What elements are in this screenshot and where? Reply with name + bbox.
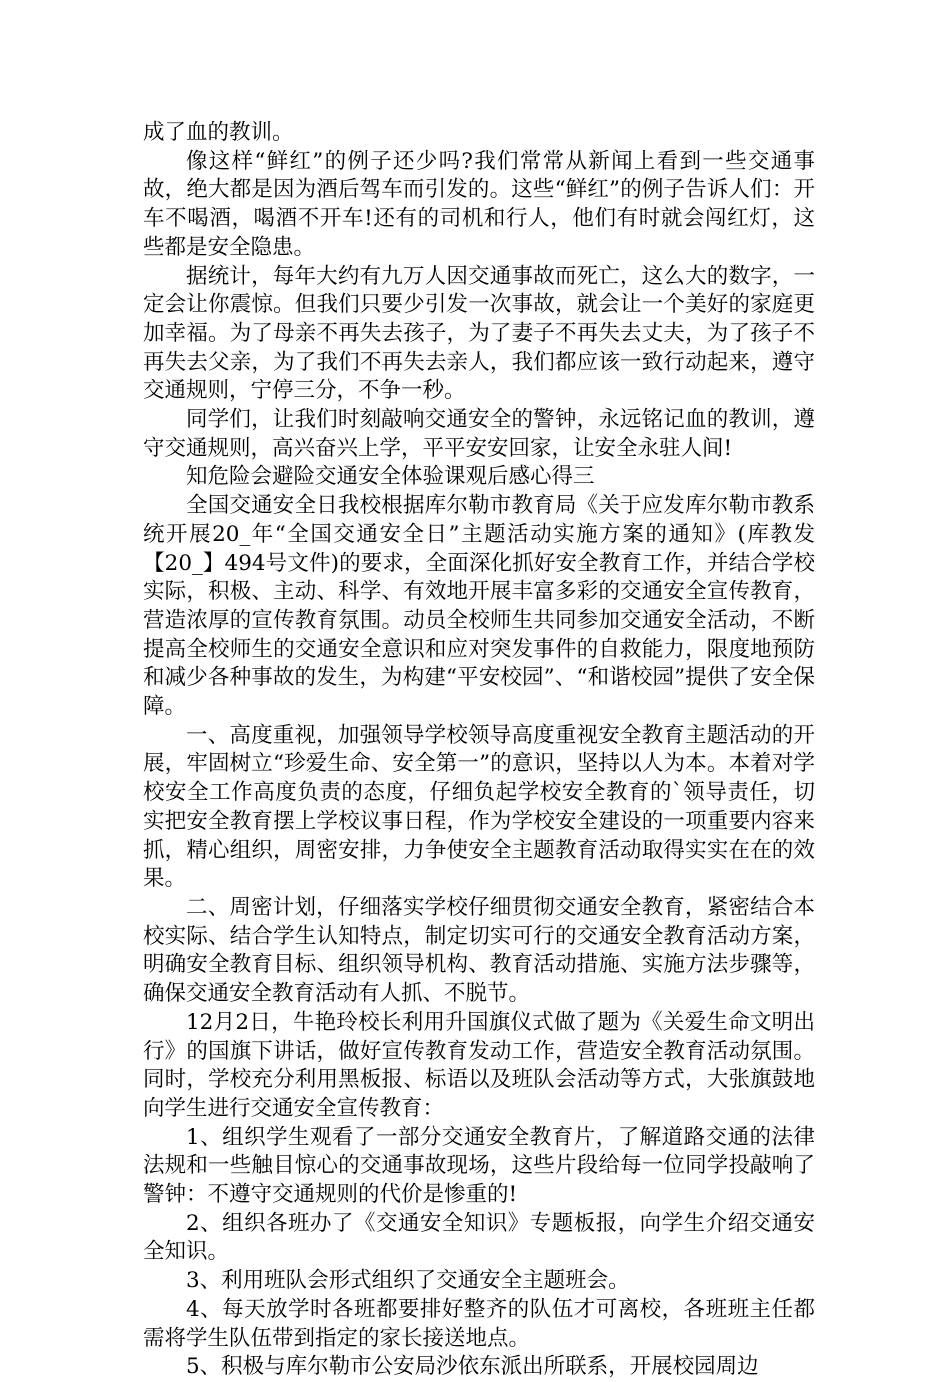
paragraph: 5、积极与库尔勒市公安局沙依东派出所联系，开展校园周边	[186, 1354, 759, 1380]
paragraph: 像这样“鲜红”的例子还少吗?我们常常从新闻上看到一些交通事故，绝大都是因为酒后驾车而引发的。这些“鲜红”的例子告诉人们：开车不喝酒，喝酒不开车!还有的司机和行人，他们有时就会闯红灯，这些都是安全隐患。	[143, 148, 815, 260]
paragraph: 4、每天放学时各班都要排好整齐的队伍才可离校，各班班主任都需将学生队伍带到指定的家长接送地点。	[143, 1296, 815, 1351]
paragraph: 3、利用班队会形式组织了交通安全主题班会。	[186, 1268, 630, 1294]
paragraph: 12月2日，牛艳玲校长利用升国旗仪式做了题为《关爱生命文明出行》的国旗下讲话，做好宣传教育发动工作，营造安全教育活动氛围。同时，学校充分利用黑板报、标语以及班队会活动等方式，大张旗鼓地向学生进行交通安全宣传教育：	[143, 1009, 815, 1121]
paragraph: 一、高度重视，加强领导学校领导高度重视安全教育主题活动的开展，牢固树立“珍爱生命、安全第一”的意识，坚持以人为本。本着对学校安全工作高度负责的态度，仔细负起学校安全教育的`领导责任，切实把安全教育摆上学校议事日程，作为学校安全建设的一项重要内容来抓，精心组织，周密安排，力争使安全主题教育活动取得实实在在的效果。	[143, 722, 815, 892]
paragraph: 二、周密计划，仔细落实学校仔细贯彻交通安全教育，紧密结合本校实际、结合学生认知特点，制定切实可行的交通安全教育活动方案，明确安全教育目标、组织领导机构、教育活动措施、实施方法步骤等，确保交通安全教育活动有人抓、不脱节。	[143, 894, 815, 1007]
paragraph: 据统计，每年大约有九万人因交通事故而死亡，这么大的数字，一定会让你震惊。但我们只要少引发一次事故，就会让一个美好的家庭更加幸福。为了母亲不再失去孩子，为了妻子不再失去丈夫，为了孩子不再失去父亲，为了我们不再失去亲人，我们都应该一致行动起来，遵守交通规则，宁停三分，不争一秒。	[143, 263, 815, 404]
paragraph: 全国交通安全日我校根据库尔勒市教育局《关于应发库尔勒市教系统开展20_年“全国交通安全日”主题活动实施方案的通知》(库教发【20_】494号文件)的要求，全面深化抓好安全教育工作，并结合学校实际，积极、主动、科学、有效地开展丰富多彩的交通安全宣传教育，营造浓厚的宣传教育氛围。动员全校师生共同参加交通安全活动，不断提高全校师生的交通安全意识和应对突发事件的自救能力，限度地预防和减少各种事故的发生，为构建“平安校园”、“和谐校园”提供了安全保障。	[143, 493, 815, 720]
paragraph: 2、组织各班办了《交通安全知识》专题板报，向学生介绍交通安全知识。	[143, 1210, 815, 1265]
document-body	[143, 119, 815, 1382]
paragraph: 1、组织学生观看了一部分交通安全教育片，了解道路交通的法律法规和一些触目惊心的交通事故现场，这些片段给每一位同学投敲响了警钟：不遵守交通规则的代价是惨重的!	[143, 1124, 815, 1208]
paragraph: 同学们，让我们时刻敲响交通安全的警钟，永远铭记血的教训，遵守交通规则，高兴奋兴上学，平平安安回家，让安全永驻人间!	[143, 407, 815, 461]
section-title: 知危险会避险交通安全体验课观后感心得三	[186, 464, 595, 490]
paragraph: 成了血的教训。	[143, 120, 294, 145]
